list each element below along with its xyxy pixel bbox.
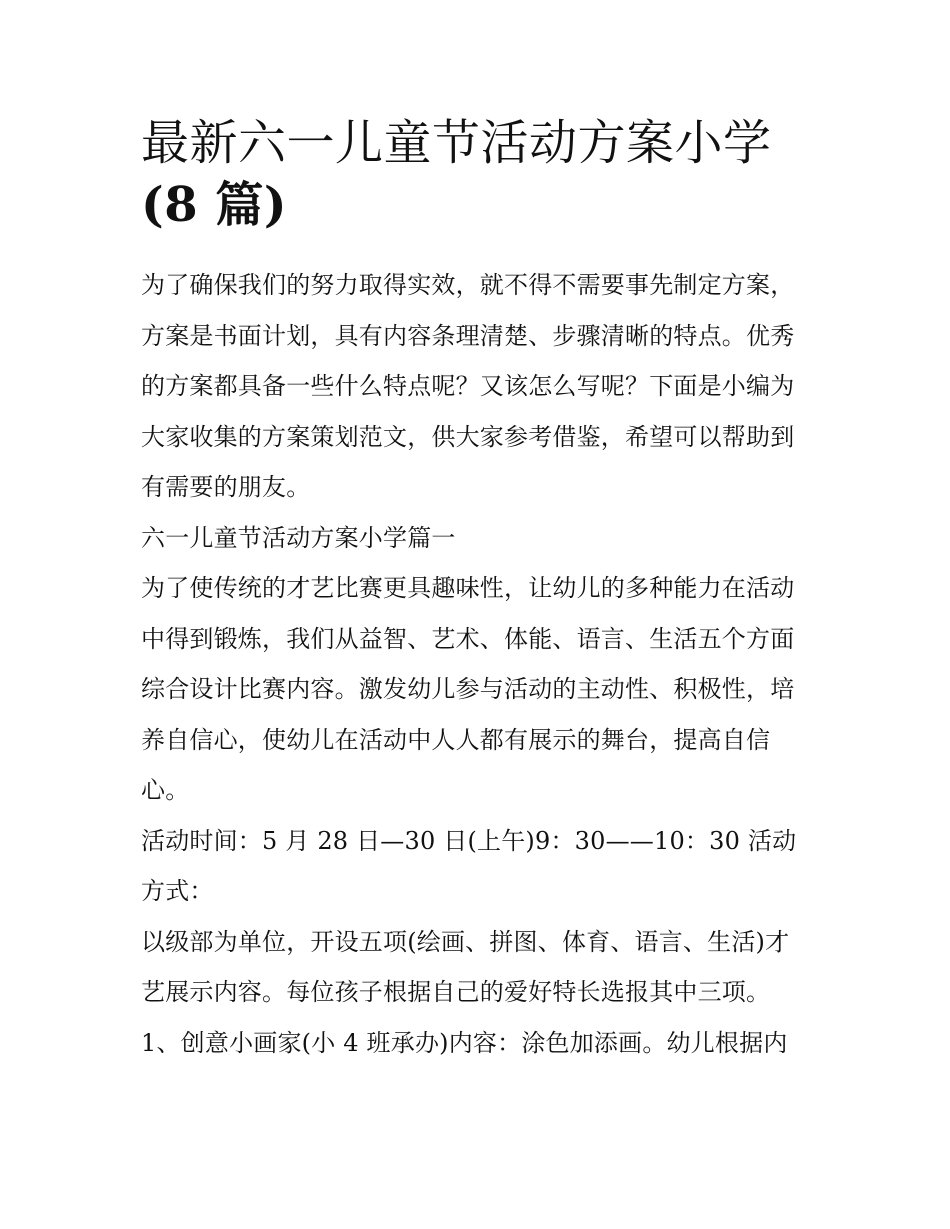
item-paragraph: 1、创意小画家(小 4 班承办)内容：涂色加添画。幼儿根据内 [141, 1028, 788, 1057]
title-suffix: (8 篇) [141, 177, 288, 233]
method-paragraph: 以级部为单位，开设五项(绘画、拼图、体育、语言、生活)才艺展示内容。每位孩子根据自己的爱好特长选报其中三项。 [141, 927, 790, 1006]
time-paragraph: 活动时间：5 月 28 日—30 日(上午)9：30——10：30 活动方式： [141, 826, 797, 905]
title-main: 最新六一儿童节活动方案小学 [141, 115, 772, 171]
section-heading: 六一儿童节活动方案小学篇一 [141, 523, 456, 552]
purpose-paragraph: 为了使传统的才艺比赛更具趣味性，让幼儿的多种能力在活动中得到锻炼，我们从益智、艺术、体能、语言、生活五个方面综合设计比赛内容。激发幼儿参与活动的主动性、积极性，培养自信心，使幼儿在活动中人人都有展示的舞台，提高自信心。 [141, 574, 795, 804]
intro-paragraph: 为了确保我们的努力取得实效，就不得不需要事先制定方案，方案是书面计划，具有内容条理清楚、步骤清晰的特点。优秀的方案都具备一些什么特点呢？又该怎么写呢？下面是小编为大家收集的方案策划范文，供大家参考借鉴，希望可以帮助到有需要的朋友。 [141, 271, 795, 501]
document-body [141, 260, 813, 1068]
document-page [141, 112, 813, 1068]
document-title [141, 112, 813, 236]
